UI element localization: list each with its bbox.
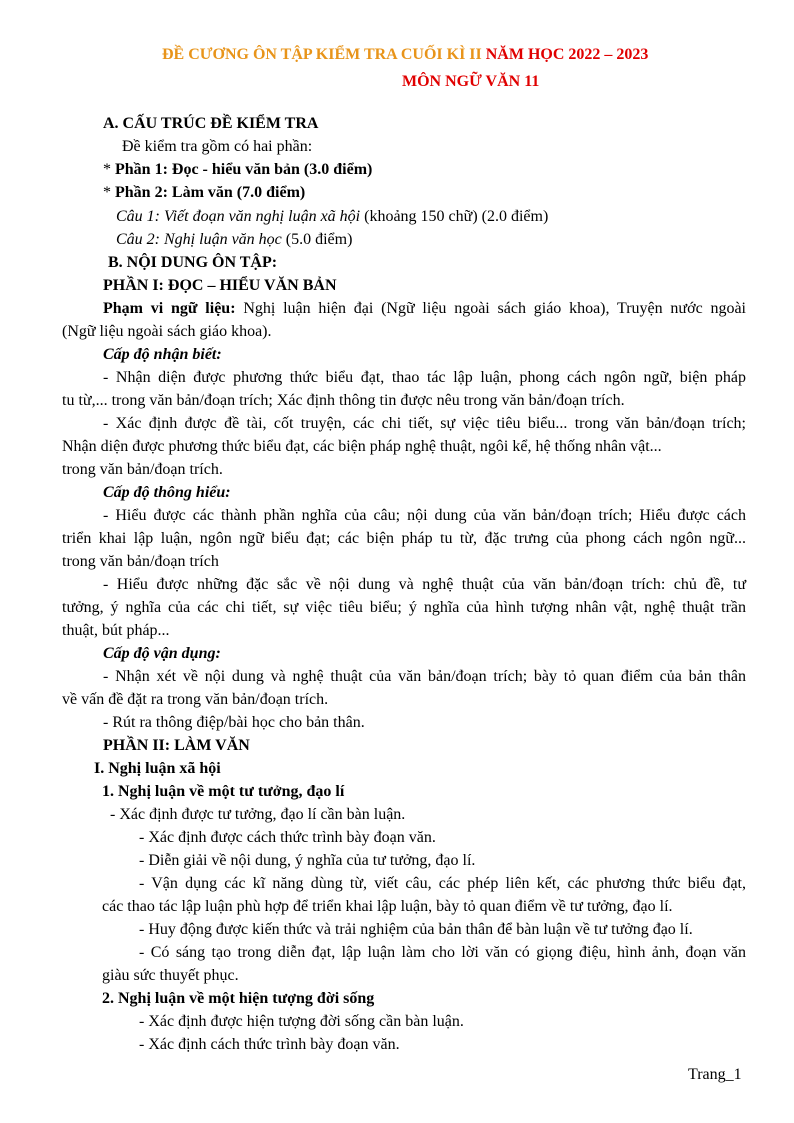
recognition-p2-line2: Nhận diện được phương thức biểu đạt, các biện pháp nghệ thuật, ngôi kể, hệ thống nhân vật... xyxy=(62,438,662,455)
bullet: * xyxy=(103,161,115,178)
question-2-detail: (5.0 điểm) xyxy=(281,231,353,248)
application-p2: - Rút ra thông điệp/bài học cho bản thân. xyxy=(103,714,365,731)
phenomenon-item-a: - Xác định được hiện tượng đời sống cần bàn luận. xyxy=(139,1013,464,1030)
ideology-item-a: - Xác định được tư tưởng, đạo lí cần bàn luận. xyxy=(110,806,406,823)
recognition-p2-line3: trong văn bản/đoạn trích. xyxy=(62,461,223,478)
ideology-argument-heading: 1. Nghị luận về một tư tưởng, đạo lí xyxy=(102,783,345,800)
ideology-item-d-line2: các thao tác lập luận phù hợp để triển khai lập luận, bày tỏ quan điểm về tư tưởng, đạo lí. xyxy=(102,898,673,915)
scope-line-2: (Ngữ liệu ngoài sách giáo khoa). xyxy=(62,323,272,340)
recognition-p1-line2: tu từ,... trong văn bản/đoạn trích; Xác định thông tin được nêu trong văn bản/đoạn trích. xyxy=(62,392,625,409)
level-application-heading: Cấp độ vận dụng: xyxy=(103,645,221,662)
level-understanding-heading: Cấp độ thông hiểu: xyxy=(103,484,231,501)
document-subtitle: MÔN NGỮ VĂN 11 xyxy=(402,73,540,90)
understanding-p1-line3: trong văn bản/đoạn trích xyxy=(62,553,219,570)
recognition-p2-line1: - Xác định được đề tài, cốt truyện, các chi tiết, sự việc tiêu biểu... trong văn bản/đoạn trích; xyxy=(103,415,746,432)
part-ii-heading: PHẦN II: LÀM VĂN xyxy=(103,737,250,754)
title-part-1: ĐỀ CƯƠNG ÔN TẬP KIỂM TRA CUỐI KÌ II xyxy=(162,46,482,63)
life-phenomenon-heading: 2. Nghị luận về một hiện tượng đời sống xyxy=(102,990,375,1007)
ideology-item-c: - Diễn giải về nội dung, ý nghĩa của tư tưởng, đạo lí. xyxy=(139,852,476,869)
document-title xyxy=(0,46,794,64)
recognition-p1-line1: - Nhận diện được phương thức biểu đạt, thao tác lập luận, phong cách ngôn ngữ, biện pháp xyxy=(103,369,746,386)
part-2-label: Phần 2: Làm văn (7.0 điểm) xyxy=(115,184,306,201)
application-p1-line2: về vấn đề đặt ra trong văn bản/đoạn trích. xyxy=(62,691,329,708)
question-1-line xyxy=(116,205,548,228)
ideology-item-b: - Xác định được cách thức trình bày đoạn văn. xyxy=(139,829,436,846)
section-b-heading: B. NỘI DUNG ÔN TẬP: xyxy=(108,254,278,271)
bullet: * xyxy=(103,184,115,201)
question-2-label: Câu 2: Nghị luận văn học xyxy=(116,231,282,248)
page-number: Trang_1 xyxy=(688,1066,742,1083)
section-a-intro: Đề kiểm tra gồm có hai phần: xyxy=(122,138,313,155)
part-i-heading: PHẦN I: ĐỌC – HIỂU VĂN BẢN xyxy=(103,277,337,294)
understanding-p2-line1: - Hiểu được những đặc sắc về nội dung và nghệ thuật của văn bản/đoạn trích: chủ đề, tư xyxy=(103,576,746,593)
social-argument-heading: I. Nghị luận xã hội xyxy=(94,760,221,777)
understanding-p1-line1: - Hiểu được các thành phần nghĩa của câu; nội dung của văn bản/đoạn trích; Hiểu được cách xyxy=(103,507,746,524)
understanding-p2-line3: thuật, bút pháp... xyxy=(62,622,170,639)
question-2-line xyxy=(116,228,352,251)
question-1-detail: (khoảng 150 chữ) (2.0 điểm) xyxy=(360,208,549,225)
question-1-label: Câu 1: Viết đoạn văn nghị luận xã hội xyxy=(116,208,361,225)
scope-text: Nghị luận hiện đại (Ngữ liệu ngoài sách giáo khoa), Truyện nước ngoài xyxy=(235,300,746,317)
scope-label: Phạm vi ngữ liệu: xyxy=(103,300,236,317)
part-1-line xyxy=(103,158,372,181)
ideology-item-d-line1: - Vận dụng các kĩ năng dùng từ, viết câu, các phép liên kết, các phương thức biểu đạt, xyxy=(139,875,746,892)
part-1-label: Phần 1: Đọc - hiểu văn bản (3.0 điểm) xyxy=(115,161,373,178)
ideology-item-f-line1: - Có sáng tạo trong diễn đạt, lập luận làm cho lời văn có giọng điệu, hình ảnh, đoạn văn xyxy=(139,944,746,961)
ideology-item-e: - Huy động được kiến thức và trải nghiệm của bản thân để bàn luận về tư tưởng đạo lí. xyxy=(139,921,693,938)
part-2-line xyxy=(103,181,305,204)
scope-line-1 xyxy=(103,297,746,320)
section-a-heading: A. CẤU TRÚC ĐỀ KIỂM TRA xyxy=(103,115,319,132)
title-part-2: NĂM HỌC 2022 – 2023 xyxy=(485,46,649,63)
understanding-p1-line2: triển khai lập luận, ngôn ngữ biểu đạt; các biện pháp tu từ, đặc trưng của phong cách ngôn ngữ... xyxy=(62,530,746,547)
ideology-item-f-line2: giàu sức thuyết phục. xyxy=(102,967,239,984)
understanding-p2-line2: tưởng, ý nghĩa của các chi tiết, sự việc tiêu biểu; ý nghĩa của hình tượng nhân vật, nghệ thuật trần xyxy=(62,599,746,616)
phenomenon-item-b: - Xác định cách thức trình bày đoạn văn. xyxy=(139,1036,400,1053)
level-recognition-heading: Cấp độ nhận biết: xyxy=(103,346,222,363)
application-p1-line1: - Nhận xét về nội dung và nghệ thuật của văn bản/đoạn trích; bày tỏ quan điểm của bản thân xyxy=(103,668,746,685)
